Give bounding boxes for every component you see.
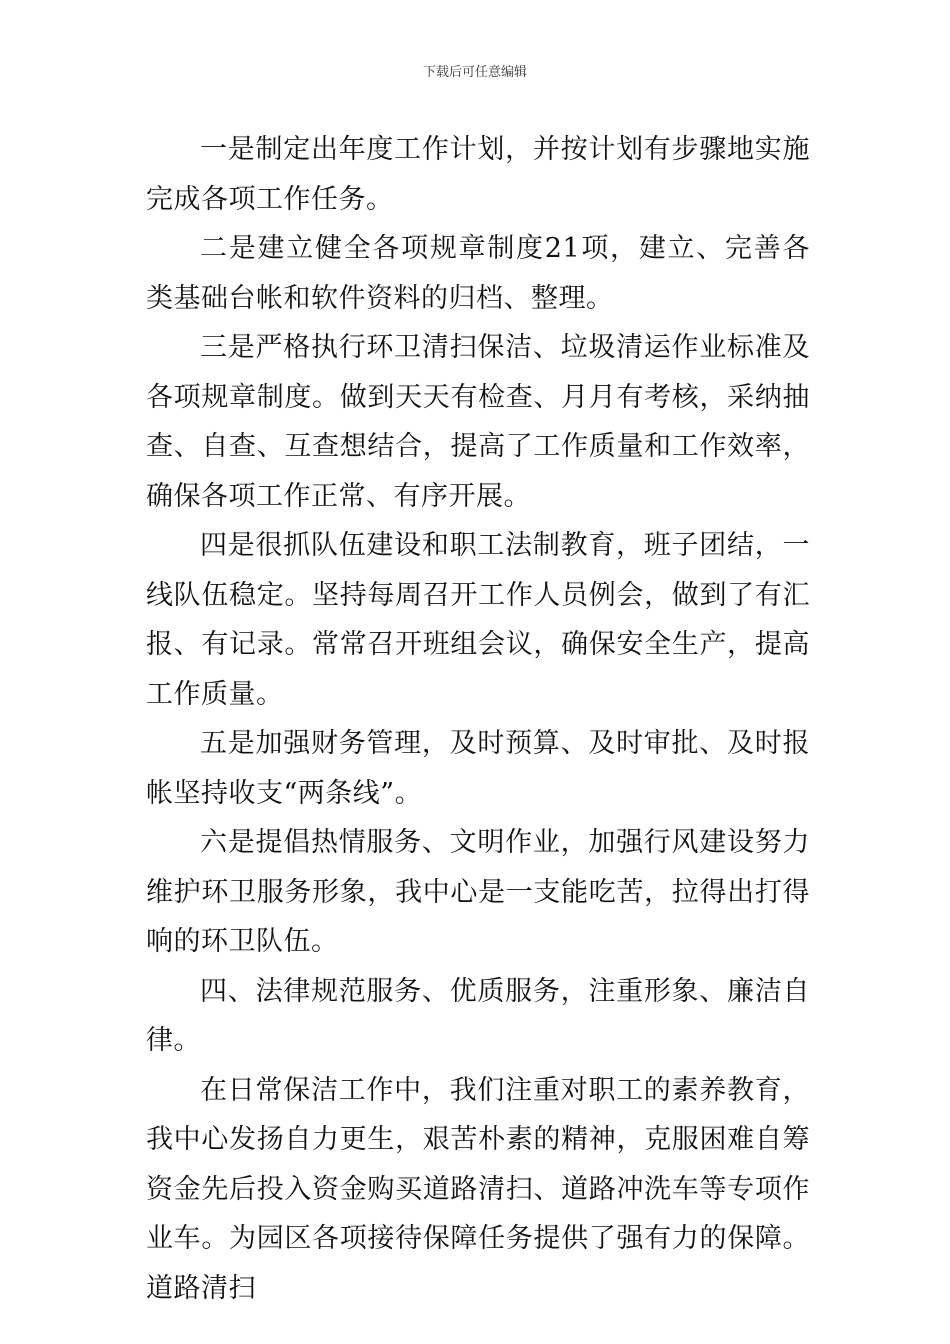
paragraph: 二是建立健全各项规章制度21项，建立、完善各类基础台帐和软件资料的归档、整理。 bbox=[146, 233, 810, 314]
paragraph: 五是加强财务管理，及时预算、及时审批、及时报帐坚持收支“两条线”。 bbox=[146, 728, 810, 809]
document-body bbox=[146, 125, 810, 1313]
paragraph: 四是很抓队伍建设和职工法制教育，班子团结，一线队伍稳定。坚持每周召开工作人员例会，做到了有汇报、有记录。常常召开班组会议，确保安全生产，提高工作质量。 bbox=[146, 530, 810, 710]
paragraph: 六是提倡热情服务、文明作业，加强行风建设努力维护环卫服务形象，我中心是一支能吃苦，拉得出打得响的环卫队伍。 bbox=[146, 827, 810, 957]
paragraph: 在日常保洁工作中，我们注重对职工的素养教育，我中心发扬自力更生，艰苦朴素的精神，克服困难自筹资金先后投入资金购买道路清扫、道路冲洗车等专项作业车。为园区各项接待保障任务提供了强有力的保障。道路清扫 bbox=[146, 1074, 810, 1304]
page-header: 下载后可任意编辑 bbox=[422, 65, 527, 80]
paragraph: 四、法律规范服务、优质服务，注重形象、廉洁自律。 bbox=[146, 975, 810, 1056]
paragraph: 一是制定出年度工作计划，并按计划有步骤地实施完成各项工作任务。 bbox=[146, 134, 810, 215]
paragraph: 三是严格执行环卫清扫保洁、垃圾清运作业标准及各项规章制度。做到天天有检查、月月有考核，采纳抽查、自查、互查想结合，提高了工作质量和工作效率，确保各项工作正常、有序开展。 bbox=[146, 332, 810, 512]
